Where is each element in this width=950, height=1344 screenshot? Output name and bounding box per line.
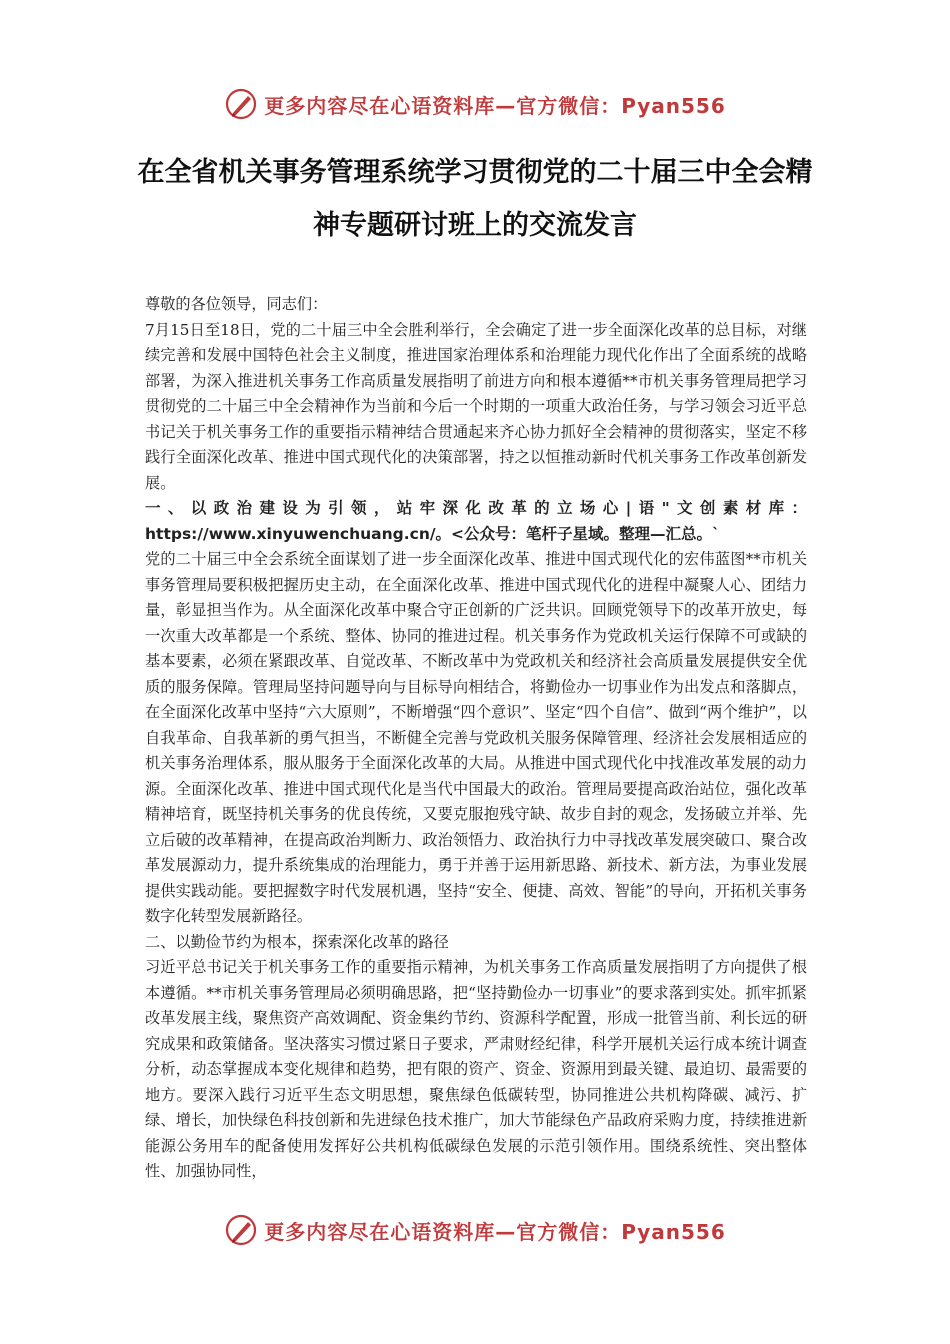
pen-logo-icon [224, 1213, 258, 1247]
section-1-paragraph: 党的二十届三中全会系统全面谋划了进一步全面深化改革、推进中国式现代化的宏伟蓝图**市机关事务管理局要积极把握历史主动，在全面深化改革、推进中国式现代化的进程中凝聚人心、团结力量，彰显担当作为。从全面深化改革中聚合守正创新的广泛共识。回顾党领导下的改革开放史，每一次重大改革都是一个系统、整体、协同的推进过程。机关事务作为党政机关运行保障不可或缺的基本要素，必须在紧跟改革、自觉改革、不断改革中为党政机关和经济社会高质量发展提供安全优质的服务保障。管理局坚持问题导向与目标导向相结合，将勤俭办一切事业作为出发点和落脚点，在全面深化改革中坚持“六大原则”，不断增强“四个意识”、坚定“四个自信”、做到“两个维护”，以自我革命、自我革新的勇气担当，不断健全完善与党政机关服务保障管理、经济社会发展相适应的机关事务治理体系，服从服务于全面深化改革的大局。从推进中国式现代化中找准改革发展的动力源。全面深化改革、推进中国式现代化是当代中国最大的政治。管理局要提高政治站位，强化改革精神培育，既坚持机关事务的优良传统，又要克服抱残守缺、故步自封的观念，发扬破立并举、先立后破的改革精神，在提高政治判断力、政治领悟力、政治执行力中寻找改革发展突破口、聚合改革发展源动力，提升系统集成的治理能力，勇于并善于运用新思路、新技术、新方法，为事业发展提供实践动能。要把握数字时代发展机遇，坚持“安全、便捷、高效、智能”的导向，开拓机关事务数字化转型发展新路径。 [145, 550, 807, 925]
salutation: 尊敬的各位领导，同志们： [145, 295, 328, 313]
pen-logo-icon [224, 87, 258, 121]
footer-watermark-banner [0, 1210, 950, 1250]
document-body [145, 292, 807, 1185]
intro-paragraph: 7月15日至18日，党的二十届三中全会胜利举行，全会确定了进一步全面深化改革的总目标，对继续完善和发展中国特色社会主义制度，推进国家治理体系和治理能力现代化作出了全面系统的战略部署，为深入推进机关事务工作高质量发展指明了前进方向和根本遵循**市机关事务管理局把学习贯彻党的二十届三中全会精神作为当前和今后一个时期的一项重大政治任务，与学习领会习近平总书记关于机关事务工作的重要指示精神结合贯通起来齐心协力抓好全会精神的贯彻落实，坚定不移践行全面深化改革、推进中国式现代化的决策部署，持之以恒推动新时代机关事务工作改革创新发展。 [145, 320, 807, 492]
document-title: 在全省机关事务管理系统学习贯彻党的二十届三中全会精神专题研讨班上的交流发言 [137, 157, 813, 241]
header-watermark-text: 更多内容尽在心语资料库—官方微信：Pyan556 [264, 93, 726, 118]
section-2-paragraph: 习近平总书记关于机关事务工作的重要指示精神，为机关事务工作高质量发展指明了方向提供了根本遵循。**市机关事务管理局必须明确思路，把“坚持勤俭办一切事业”的要求落到实处。抓牢抓紧改革发展主线，聚焦资产高效调配、资金集约节约、资源科学配置，形成一批管当前、利长远的研究成果和政策储备。坚决落实习惯过紧日子要求，严肃财经纪律，科学开展机关运行成本统计调查分析，动态掌握成本变化规律和趋势，把有限的资产、资金、资源用到最关键、最迫切、最需要的地方。要深入践行习近平生态文明思想，聚焦绿色低碳转型，协同推进公共机构降碳、减污、扩绿、增长，加快绿色科技创新和先进绿色技术推广，加大节能绿色产品政府采购力度，持续推进新能源公务用车的配备使用发挥好公共机构低碳绿色发展的示范引领作用。围绕系统性、突出整体性、加强协同性， [145, 958, 807, 1180]
section-heading-2: 二、以勤俭节约为根本，探索深化改革的路径 [145, 932, 449, 951]
header-watermark-banner [0, 84, 950, 124]
footer-watermark-text: 更多内容尽在心语资料库—官方微信：Pyan556 [264, 1219, 726, 1244]
section-heading-1: 一、以政治建设为引领，站牢深化改革的立场心|语"文创素材库：https://www.xinyuwenchuang.cn/。<公众号：笔杆子星域。整理—汇总。` [145, 499, 807, 543]
